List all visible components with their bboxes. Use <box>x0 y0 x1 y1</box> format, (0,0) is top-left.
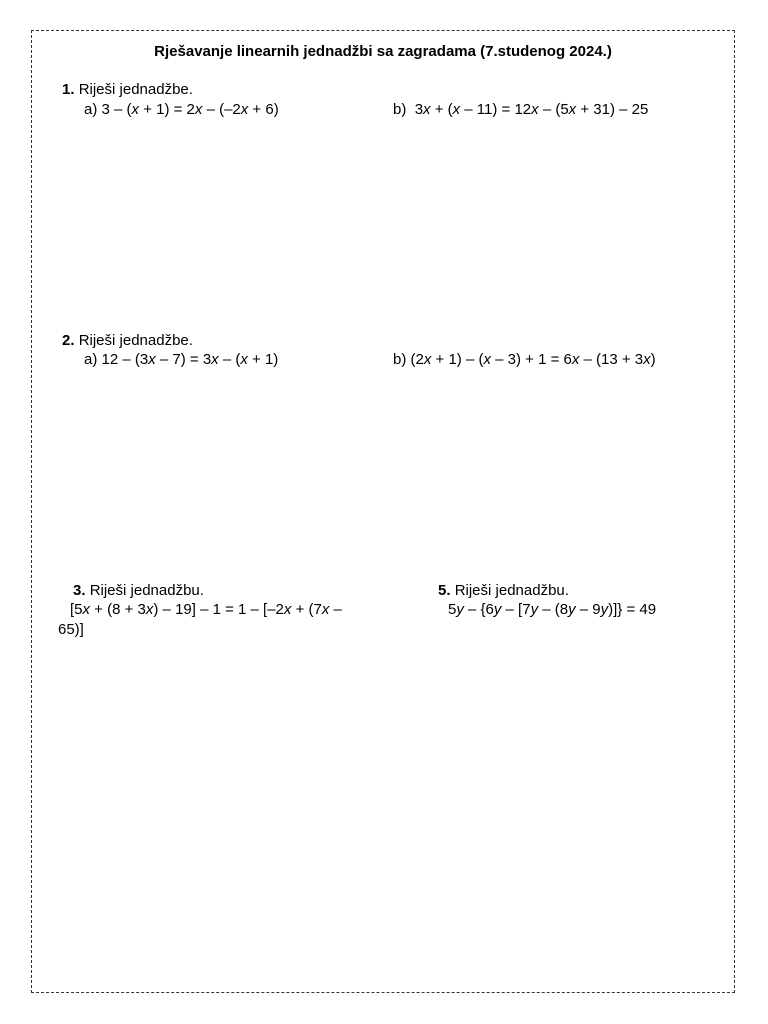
task-5-equation: 5y – {6y – [7y – (8y – 9y)]} = 49 <box>448 601 657 618</box>
task-2b <box>393 350 656 370</box>
task-2-number: 2. <box>62 332 75 349</box>
task-1-number: 1. <box>62 81 75 98</box>
task-1a-label: a) <box>84 101 98 118</box>
task-1b <box>393 100 648 120</box>
task-3-equation-line-2: 65)] <box>58 621 84 638</box>
task-1a <box>84 100 279 120</box>
task-5-number: 5. <box>438 582 451 599</box>
task-3-equation-line-1: [5x + (8 + 3x) – 19] – 1 = 1 – [–2x + (7x – <box>70 601 342 618</box>
task-2a-label: a) <box>84 351 98 368</box>
task-1-instruction: Riješi jednadžbe. <box>78 81 193 98</box>
task-1b-label: b) <box>393 101 407 118</box>
task-5-instruction: Riješi jednadžbu. <box>454 582 569 599</box>
task-3-number: 3. <box>73 582 86 599</box>
task-2a-equation: 12 – (3x – 7) = 3x – (x + 1) <box>101 351 279 368</box>
task-2-instruction: Riješi jednadžbe. <box>78 332 193 349</box>
task-1-header <box>62 80 193 100</box>
task-5-header <box>438 581 569 601</box>
task-2a <box>84 350 278 370</box>
task-2-header <box>62 331 193 351</box>
task-3-instruction: Riješi jednadžbu. <box>89 582 204 599</box>
task-1b-equation: 3x + (x – 11) = 12x – (5x + 31) – 25 <box>414 101 649 118</box>
worksheet-border <box>31 30 735 993</box>
page-title: Rješavanje linearnih jednadžbi sa zagradama (7.studenog 2024.) <box>154 43 612 60</box>
task-2b-equation: (2x + 1) – (x – 3) + 1 = 6x – (13 + 3x) <box>410 351 656 368</box>
task-1a-equation: 3 – (x + 1) = 2x – (–2x + 6) <box>101 101 279 118</box>
task-3-header <box>73 581 204 601</box>
task-2b-label: b) <box>393 351 407 368</box>
